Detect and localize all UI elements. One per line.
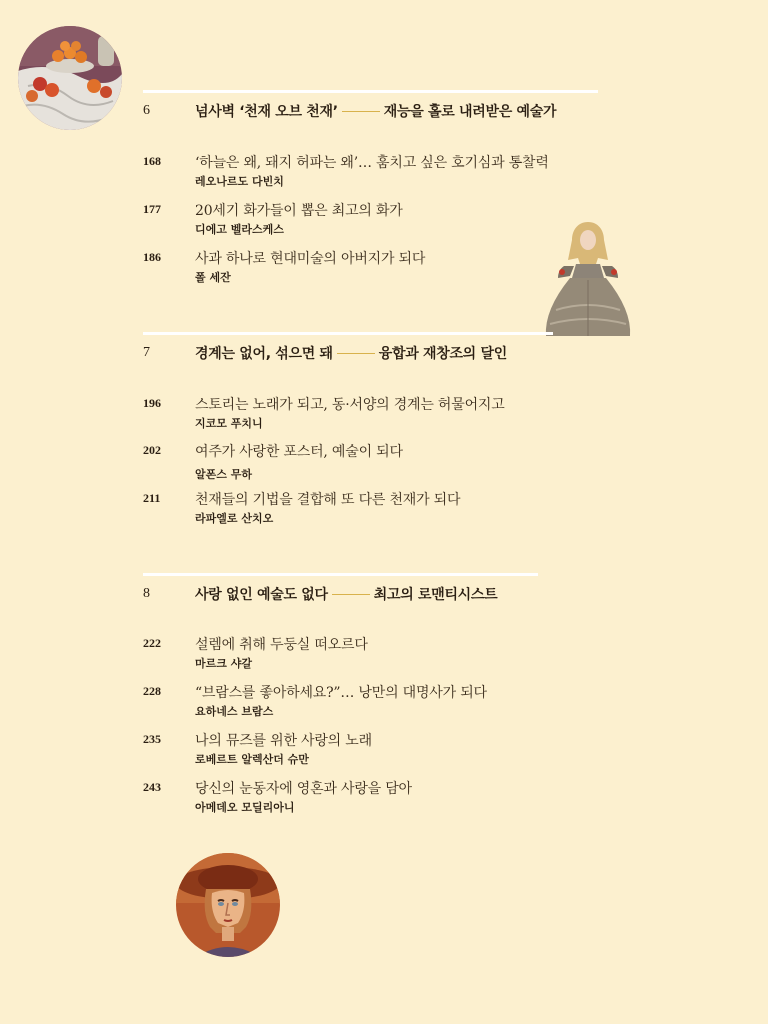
page-number: 177 [143, 202, 161, 216]
toc-entry[interactable] [143, 489, 643, 533]
entry-title: 사과 하나로 현대미술의 아버지가 되다 [195, 251, 426, 267]
entry-title: 여주가 사랑한 포스터, 예술이 되다 [195, 444, 403, 460]
entry-title: 천재들의 기법을 결합해 또 다른 천재가 되다 [195, 492, 461, 508]
page-number: 243 [143, 780, 161, 794]
entry-title: ‘하늘은 왜, 돼지 허파는 왜’… 훔치고 싶은 호기심과 통찰력 [195, 155, 549, 171]
toc-entry[interactable] [143, 394, 643, 438]
dash-separator [337, 353, 375, 354]
chapter-title: 사랑 없인 예술도 없다 [195, 587, 328, 603]
chapter-number: 6 [143, 103, 150, 118]
chapter-8-rule [143, 573, 538, 576]
chapter-number: 7 [143, 345, 150, 360]
entry-artist: 레오나르도 다빈치 [195, 175, 284, 188]
entry-artist: 폴 세잔 [195, 271, 231, 284]
chapter-7-rule [143, 332, 553, 335]
entry-artist: 아메데오 모딜리아니 [195, 801, 295, 814]
chapter-number: 8 [143, 586, 150, 601]
infanta-painting-thumbnail [544, 220, 632, 338]
entry-artist: 라파엘로 산치오 [195, 512, 274, 525]
entry-title: 당신의 눈동자에 영혼과 사랑을 담아 [195, 781, 412, 797]
chapter-subtitle: 융합과 재창조의 달인 [378, 346, 507, 362]
chapter-title: 넘사벽 ‘천재 오브 천재’ [195, 104, 338, 120]
entry-title: “브람스를 좋아하세요?”… 낭만의 대명사가 되다 [195, 685, 487, 701]
toc-entry[interactable] [143, 441, 643, 485]
toc-entry[interactable] [143, 778, 643, 822]
chapter-6-rule [143, 90, 598, 93]
chapter-6-heading [143, 99, 556, 123]
entry-artist: 디에고 벨라스케스 [195, 223, 284, 236]
toc-entry[interactable] [143, 634, 643, 678]
toc-entry[interactable] [143, 682, 643, 726]
entry-artist: 요하네스 브람스 [195, 705, 274, 718]
toc-entry[interactable] [143, 152, 643, 196]
entry-title: 20세기 화가들이 뽑은 최고의 화가 [195, 203, 403, 219]
entry-title: 스토리는 노래가 되고, 동·서양의 경계는 허물어지고 [195, 397, 505, 413]
page-number: 196 [143, 396, 161, 410]
entry-artist: 알폰스 무하 [195, 468, 252, 481]
entry-artist: 마르크 샤갈 [195, 657, 252, 670]
page-number: 228 [143, 684, 161, 698]
portrait-painting-thumbnail [176, 853, 280, 957]
page-number: 186 [143, 250, 161, 264]
toc-entry[interactable] [143, 730, 643, 774]
chapter-7-heading [143, 341, 507, 365]
chapter-subtitle: 최고의 로맨티시스트 [373, 587, 498, 603]
page-number: 235 [143, 732, 161, 746]
chapter-title: 경계는 없어, 섞으면 돼 [195, 346, 333, 362]
dash-separator [342, 111, 380, 112]
chapter-8-heading [143, 582, 497, 606]
page-number: 222 [143, 636, 161, 650]
page-number: 211 [143, 491, 161, 505]
still-life-painting-thumbnail [18, 26, 122, 130]
entry-title: 설렘에 취해 두둥실 떠오르다 [195, 637, 368, 653]
page-number: 202 [143, 443, 161, 457]
chapter-subtitle: 재능을 홀로 내려받은 예술가 [383, 104, 557, 120]
dash-separator [332, 594, 370, 595]
page-number: 168 [143, 154, 161, 168]
entry-artist: 로베르트 알렉산더 슈만 [195, 753, 309, 766]
entry-title: 나의 뮤즈를 위한 사랑의 노래 [195, 733, 372, 749]
entry-artist: 지코모 푸치니 [195, 417, 263, 430]
